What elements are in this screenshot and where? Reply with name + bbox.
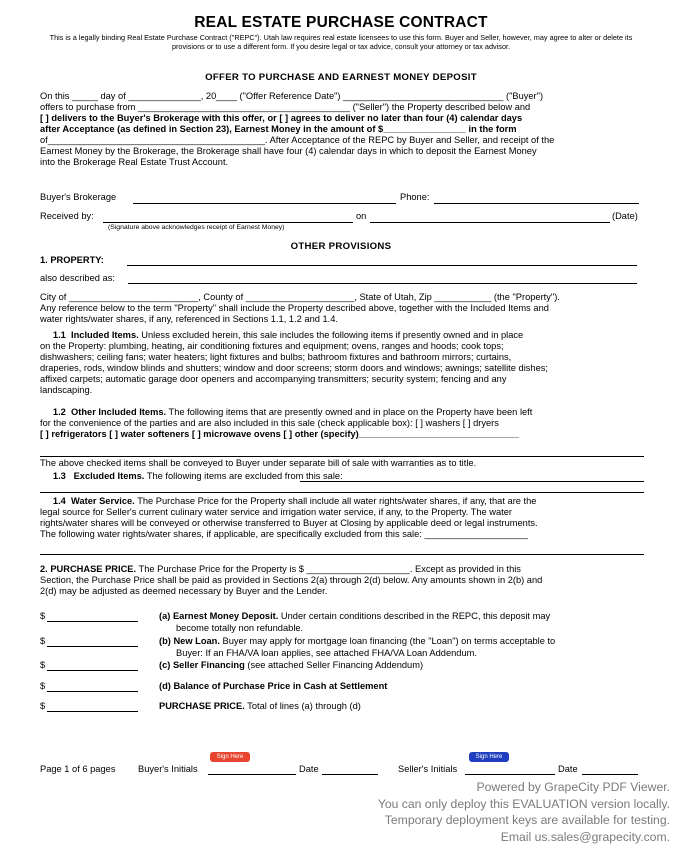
- phone-label: Phone:: [400, 192, 430, 202]
- offer-heading: OFFER TO PURCHASE AND EARNEST MONEY DEPOSIT: [205, 72, 477, 83]
- section-1-2-line-2[interactable]: for the convenience of the parties and are also included in this sale (check applicable box): [ ] washers [ ] dryers: [40, 418, 499, 428]
- section-1-1-line: affixed carpets; automatic garage door openers and accompanying transmitters; security system; fencing and any: [40, 374, 507, 384]
- section-1-2-num: 1.2: [52, 407, 66, 417]
- offer-line-5: of__________________________________________. After Acceptance of the REPC by Buyer and Seller, and receipt of the: [40, 135, 555, 145]
- received-label: Received by:: [40, 211, 94, 221]
- excluded-items-line[interactable]: [300, 481, 644, 482]
- sign-here-buyer-button[interactable]: Sign Here: [210, 752, 250, 762]
- section-2-first-line: [40, 564, 644, 575]
- conveyed-text: The above checked items shall be conveyed to Buyer under separate bill of sale with warranties as to title.: [40, 458, 477, 468]
- row-a-head: (a) Earnest Money Deposit.: [159, 611, 279, 621]
- received-date-line[interactable]: [370, 222, 610, 223]
- section-1-1: [40, 330, 644, 396]
- watermark-line-2: You can only deploy this EVALUATION version locally.: [377, 797, 670, 811]
- property-line[interactable]: [127, 265, 637, 266]
- section-1-1-heading: Included Items.: [71, 330, 139, 340]
- offer-line-4: [40, 124, 644, 135]
- excluded-items-line-2[interactable]: [40, 492, 644, 493]
- section-1-4: [40, 496, 644, 540]
- watermark-line-1: Powered by GrapeCity PDF Viewer.: [476, 780, 670, 794]
- received-signature-line[interactable]: [103, 222, 353, 223]
- section-1-4-heading: Water Service.: [71, 496, 135, 506]
- other-specify-line[interactable]: [40, 456, 644, 457]
- amount-d-symbol: $: [40, 681, 46, 691]
- any-reference-line-2: water rights/water shares, if any, referenced in Sections 1.1, 1.2 and 1.4.: [40, 314, 339, 324]
- buyer-initials-label: Buyer's Initials: [138, 764, 198, 774]
- row-b-head: (b) New Loan.: [159, 636, 220, 646]
- row-b-text: Buyer may apply for mortgage loan financing (the "Loan") on terms acceptable to: [219, 636, 556, 646]
- brokerage-label: Buyer's Brokerage: [40, 192, 117, 202]
- watermark-line-4: Email us.sales@grapecity.com.: [500, 830, 670, 844]
- amount-a-line[interactable]: [47, 621, 138, 622]
- section-1-2-first-line: [40, 407, 644, 418]
- row-total: [159, 701, 361, 712]
- row-total-head: PURCHASE PRICE.: [159, 701, 245, 711]
- section-1-1-line: draperies, rods, window blinds and shutters; window and door screens; storm doors and windows; awnings; satellite dishes;: [40, 363, 548, 373]
- section-2-line-2: Section, the Purchase Price shall be paid as provided in Sections 2(a) through 2(d) below. Any amounts shown in 2(b) and: [40, 575, 543, 585]
- section-2-lead: The Purchase Price for the Property is $ ____________________. Except as provided in this: [136, 564, 521, 574]
- section-1-3: [40, 471, 343, 482]
- brokerage-line[interactable]: [133, 203, 396, 204]
- city-line: City of _________________________, County of _____________________, State of Utah, Zip ___________ (the "Property").: [40, 292, 560, 302]
- section-1-1-line: landscaping.: [40, 385, 93, 395]
- also-described-label: also described as:: [40, 273, 115, 283]
- amount-b-line[interactable]: [47, 646, 138, 647]
- offer-line-6: Earnest Money by the Brokerage, the Brokerage shall have four (4) calendar days in which to deposit the Earnest Money: [40, 146, 537, 156]
- page-indicator: Page 1 of 6 pages: [40, 764, 116, 774]
- offer-line-3: [ ] delivers to the Buyer's Brokerage with this offer, or [ ] agrees to deliver no later than four (4) calendar days: [40, 113, 523, 123]
- section-1-1-lead: Unless excluded herein, this sale includes the following items if presently owned and in place: [138, 330, 524, 340]
- amount-total-line[interactable]: [47, 711, 138, 712]
- section-1-4-line: rights/water shares will be conveyed or otherwise transferred to Buyer at Closing by applicable deed or legal instruments.: [40, 518, 538, 528]
- row-a-text2: become totally non refundable.: [176, 623, 304, 633]
- received-on-label: on: [356, 211, 367, 221]
- also-described-line[interactable]: [128, 283, 637, 284]
- section-1-4-lead: The Purchase Price for the Property shall include all water rights/water shares, if any, that are the: [134, 496, 537, 506]
- section-1-2-line-3[interactable]: [ ] refrigerators [ ] water softeners [ ] microwave ovens [ ] other (specify)_______________________________: [40, 429, 520, 439]
- received-note: (Signature above acknowledges receipt of Earnest Money): [108, 224, 285, 231]
- property-city-block: [40, 292, 644, 325]
- offer-line-2: offers to purchase from _________________________________________ ("Seller") the Property described below and: [40, 102, 531, 112]
- buyer-initials-line[interactable]: [208, 774, 296, 775]
- seller-initials-line[interactable]: [465, 774, 555, 775]
- row-c-text: (see attached Seller Financing Addendum): [244, 660, 424, 670]
- row-c: [159, 660, 423, 671]
- section-1-3-heading: Excluded Items.: [73, 471, 145, 481]
- amount-total-symbol: $: [40, 701, 46, 711]
- row-c-head: (c) Seller Financing: [159, 660, 245, 670]
- section-2-line-3: 2(d) may be adjusted as deemed necessary by Buyer and the Lender.: [40, 586, 328, 596]
- row-b-text2: Buyer: If an FHA/VA loan applies, see attached FHA/VA Loan Addendum.: [176, 648, 477, 658]
- phone-line[interactable]: [434, 203, 639, 204]
- section-1-2: [40, 407, 644, 440]
- section-1-1-num: 1.1: [52, 330, 66, 340]
- property-heading: 1. PROPERTY:: [40, 255, 104, 265]
- seller-date-line[interactable]: [582, 774, 638, 775]
- amount-a-symbol: $: [40, 611, 46, 621]
- section-1-2-lead: The following items that are presently owned and in place on the Property have been left: [166, 407, 533, 417]
- section-1-1-line: dishwashers; ceiling fans; water heaters; light fixtures and bulbs; bathroom fixtures and bathroom mirrors; curtains,: [40, 352, 512, 362]
- section-1-3-num: 1.3: [52, 471, 66, 481]
- offer-paragraph: [40, 91, 644, 168]
- section-1-3-lead: The following items are excluded from this sale:: [144, 471, 343, 481]
- buyer-date-label: Date: [299, 764, 319, 774]
- row-d-head: (d) Balance of Purchase Price in Cash at Settlement: [159, 681, 388, 691]
- section-2-heading: 2. PURCHASE PRICE.: [40, 564, 137, 574]
- section-1-1-first-line: [40, 330, 644, 341]
- amount-c-symbol: $: [40, 660, 46, 670]
- seller-date-label: Date: [558, 764, 578, 774]
- row-total-text: Total of lines (a) through (d): [244, 701, 361, 711]
- section-2: [40, 564, 644, 597]
- offer-line-4-text: after Acceptance (as defined in Section 23), Earnest Money in the amount of $________________ in the form: [40, 124, 517, 134]
- section-1-2-heading: Other Included Items.: [71, 407, 167, 417]
- seller-initials-label: Seller's Initials: [398, 764, 458, 774]
- section-1-4-line: The following water rights/water shares, if applicable, are specifically excluded from this sale: ____________________: [40, 529, 528, 539]
- amount-c-line[interactable]: [47, 670, 138, 671]
- offer-line-1: On this _____ day of ______________, 20____ ("Offer Reference Date") _______________________________ ("Buyer"): [40, 91, 544, 101]
- row-a-text: Under certain conditions described in the REPC, this deposit may: [278, 611, 551, 621]
- section-1-4-first-line: [40, 496, 644, 507]
- watermark-line-3: Temporary deployment keys are available for testing.: [384, 813, 670, 827]
- offer-line-7: into the Brokerage Real Estate Trust Account.: [40, 157, 229, 167]
- received-date-label: (Date): [612, 211, 638, 221]
- page-title: REAL ESTATE PURCHASE CONTRACT: [194, 14, 488, 31]
- water-excluded-line[interactable]: [40, 554, 644, 555]
- amount-b-symbol: $: [40, 636, 46, 646]
- other-provisions-heading: OTHER PROVISIONS: [290, 241, 392, 252]
- row-b: [159, 636, 555, 647]
- amount-d-line[interactable]: [47, 691, 138, 692]
- buyer-date-line[interactable]: [322, 774, 378, 775]
- row-a: [159, 611, 550, 622]
- any-reference-line-1: Any reference below to the term "Property" shall include the Property described above, together with the Included Items and: [40, 303, 549, 313]
- intro-text: This is a legally binding Real Estate Purchase Contract ("REPC"). Utah law requires real estate licensees to use this form. Buyer and Seller, however, may agree to alter or delete its provisions or to use a different form. If you desire legal or tax advice, consult your attorney or tax advisor.: [49, 33, 633, 51]
- section-1-1-line: on the Property: plumbing, heating, air conditioning fixtures and equipment; ovens, ranges and hoods; cook tops;: [40, 341, 504, 351]
- sign-here-seller-button[interactable]: Sign Here: [469, 752, 509, 762]
- section-1-4-num: 1.4: [52, 496, 66, 506]
- section-1-4-line: legal source for Seller's current culinary water service and irrigation water service, if any, to the Property. The water: [40, 507, 512, 517]
